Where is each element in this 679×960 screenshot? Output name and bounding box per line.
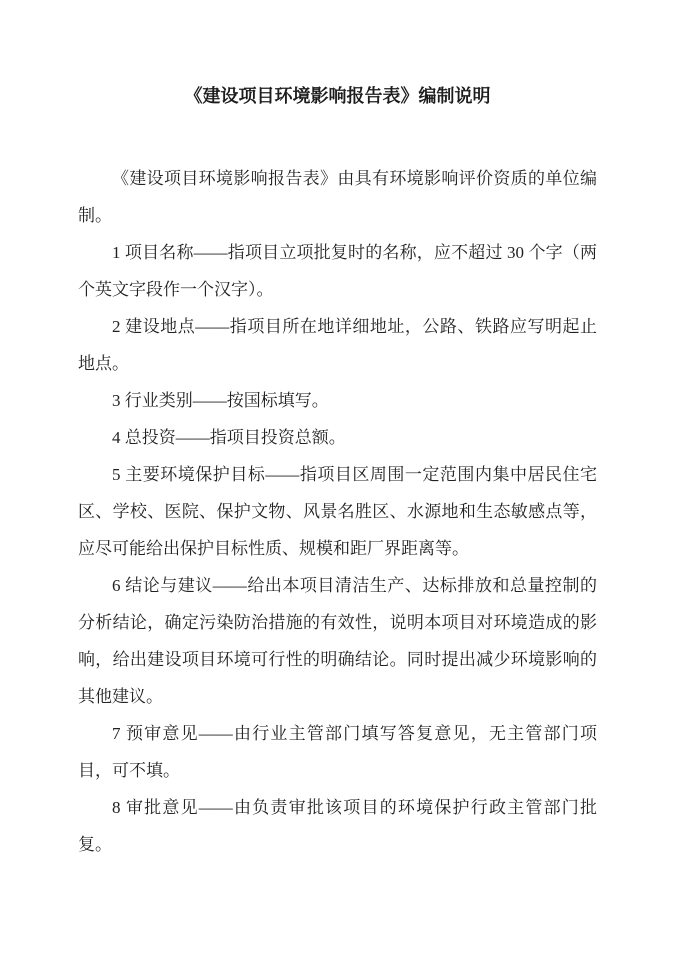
paragraph-item-5-protection-targets: 5 主要环境保护目标——指项目区周围一定范围内集中居民住宅区、学校、医院、保护文物、风景名胜区、水源地和生态敏感点等，应尽可能给出保护目标性质、规模和距厂界距离等。 [78,465,597,558]
paragraph-item-4-total-investment: 4 总投资——指项目投资总额。 [112,428,346,447]
paragraph-intro: 《建设项目环境影响报告表》由具有环境影响评价资质的单位编制。 [78,169,597,225]
document-body [78,160,597,863]
page-title: 《建设项目环境影响报告表》编制说明 [184,86,491,106]
paragraph-item-1-project-name: 1 项目名称——指项目立项批复时的名称，应不超过 30 个字（两个英文字段作一个汉字）。 [78,243,597,299]
paragraph-item-3-industry-category: 3 行业类别——按国标填写。 [112,391,329,410]
paragraph-item-6-conclusions-suggestions: 6 结论与建议——给出本项目清洁生产、达标排放和总量控制的分析结论，确定污染防治措施的有效性，说明本项目对环境造成的影响，给出建设项目环境可行性的明确结论。同时提出减少环境影响的其他建议。 [78,576,597,706]
paragraph-item-2-construction-site: 2 建设地点——指项目所在地详细地址，公路、铁路应写明起止地点。 [78,317,597,373]
paragraph-item-8-approval-opinion: 8 审批意见——由负责审批该项目的环境保护行政主管部门批复。 [78,798,597,854]
paragraph-item-7-preliminary-review: 7 预审意见——由行业主管部门填写答复意见，无主管部门项目，可不填。 [78,724,597,780]
